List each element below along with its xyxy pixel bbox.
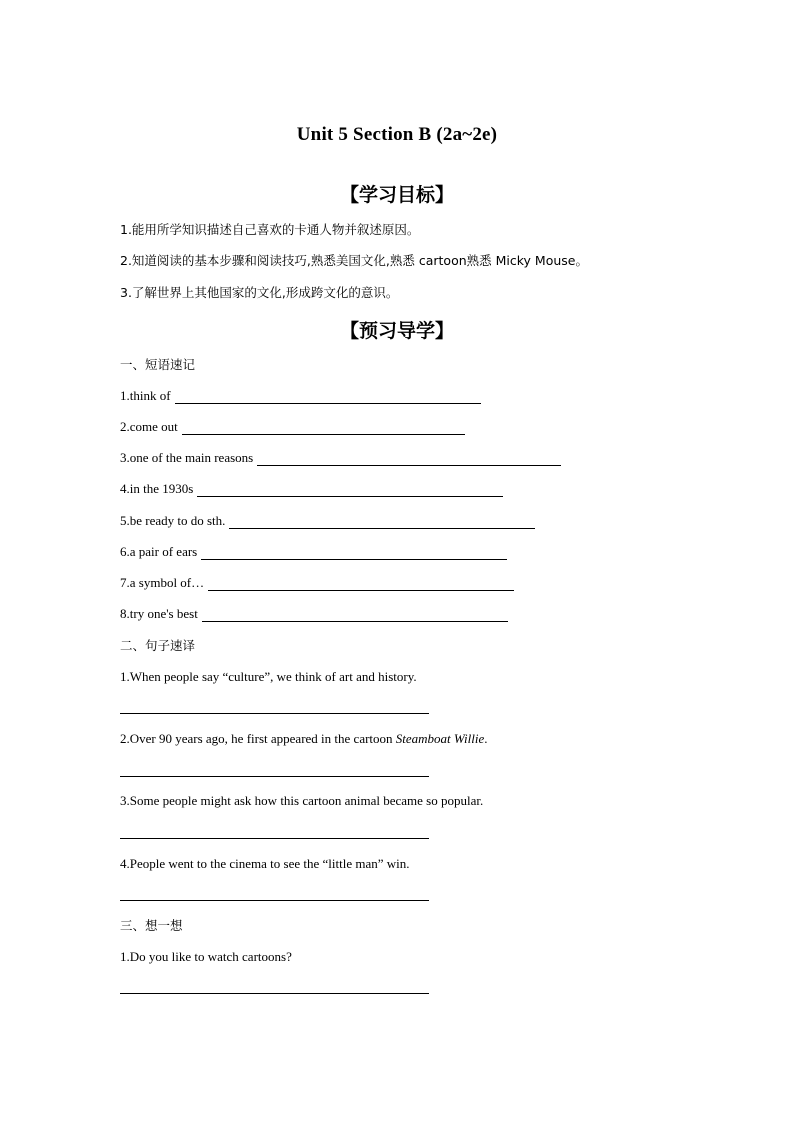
objective-item: 2.知道阅读的基本步骤和阅读技巧,熟悉美国文化,熟悉 cartoon熟悉 Micky Mouse。 xyxy=(120,253,588,268)
sentence-text: 4.People went to the cinema to see the “little man” win. xyxy=(120,856,410,871)
phrase-row xyxy=(120,606,508,622)
phrase-answer-blank[interactable] xyxy=(208,577,514,591)
sentence-item xyxy=(120,793,483,809)
phrase-text: 7.a symbol of… xyxy=(120,575,205,590)
phrase-row xyxy=(120,513,535,529)
sentence-item xyxy=(120,669,417,685)
think-question: 1.Do you like to watch cartoons? xyxy=(120,949,292,964)
sentence-text: 1.When people say “culture”, we think of art and history. xyxy=(120,669,417,684)
sentence-text: 2.Over 90 years ago, he first appeared in the cartoon xyxy=(120,731,396,746)
preview-heading: 【预习导学】 xyxy=(339,320,454,342)
page-title: Unit 5 Section B (2a~2e) xyxy=(296,124,498,145)
phrase-text: 8.try one's best xyxy=(120,606,198,621)
sentence-tail: . xyxy=(484,731,488,746)
phrase-row xyxy=(120,419,465,435)
phrase-row xyxy=(120,575,514,591)
think-item xyxy=(120,949,292,965)
phrase-answer-blank[interactable] xyxy=(202,608,508,622)
think-heading: 三、想一想 xyxy=(120,918,183,933)
phrase-text: 2.come out xyxy=(120,419,178,434)
phrase-row xyxy=(120,544,507,560)
phrase-answer-blank[interactable] xyxy=(229,515,535,529)
phrase-row xyxy=(120,481,503,497)
phrase-text: 6.a pair of ears xyxy=(120,544,198,559)
sentences-heading: 二、句子速译 xyxy=(120,638,196,653)
sentence-item xyxy=(120,731,488,747)
sentence-answer-line[interactable] xyxy=(120,900,429,901)
sentence-answer-line[interactable] xyxy=(120,713,429,714)
objectives-heading: 【学习目标】 xyxy=(339,184,454,206)
phrase-answer-blank[interactable] xyxy=(257,452,561,466)
phrase-row xyxy=(120,388,481,404)
phrase-row xyxy=(120,450,561,466)
phrase-text: 5.be ready to do sth. xyxy=(120,513,226,528)
objective-item: 1.能用所学知识描述自己喜欢的卡通人物并叙述原因。 xyxy=(120,222,420,237)
phrase-answer-blank[interactable] xyxy=(182,421,465,435)
cartoon-title: Steamboat Willie xyxy=(395,731,485,746)
phrase-answer-blank[interactable] xyxy=(175,390,481,404)
phrase-answer-blank[interactable] xyxy=(201,546,507,560)
phrase-text: 3.one of the main reasons xyxy=(120,450,254,465)
sentence-answer-line[interactable] xyxy=(120,776,429,777)
phrase-text: 1.think of xyxy=(120,388,171,403)
sentence-item xyxy=(120,856,410,872)
phrase-text: 4.in the 1930s xyxy=(120,481,194,496)
objective-item: 3.了解世界上其他国家的文化,形成跨文化的意识。 xyxy=(120,285,399,300)
think-answer-line[interactable] xyxy=(120,993,429,994)
sentence-text: 3.Some people might ask how this cartoon animal became so popular. xyxy=(120,793,484,808)
phrases-heading: 一、短语速记 xyxy=(120,357,196,372)
phrase-answer-blank[interactable] xyxy=(197,483,503,497)
sentence-answer-line[interactable] xyxy=(120,838,429,839)
